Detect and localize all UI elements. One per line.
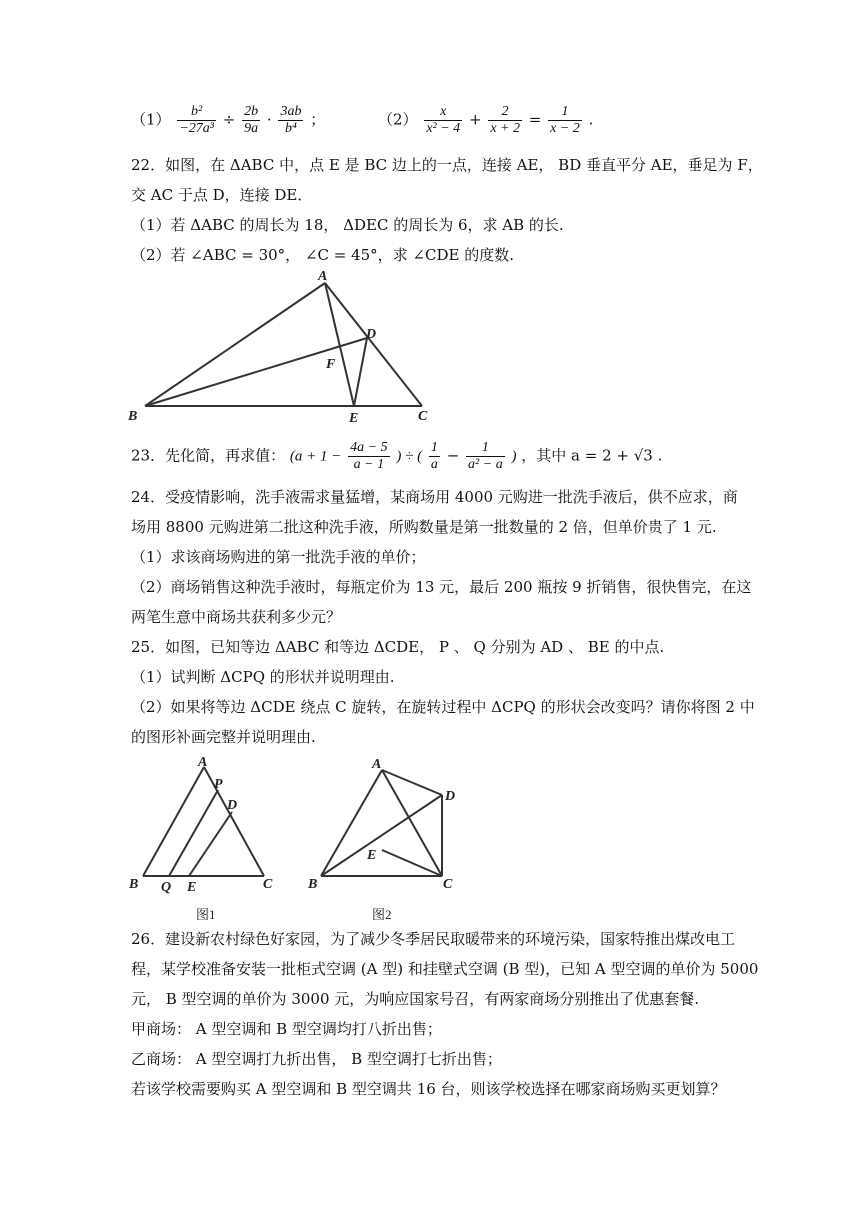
label-c: C bbox=[263, 877, 273, 892]
label-b: B bbox=[128, 409, 138, 424]
label-b: B bbox=[308, 877, 318, 892]
label-c: C bbox=[443, 877, 453, 892]
q26-line2: 程，某学校准备安装一批柜式空调 (A 型) 和挂壁式空调 (B 型)，已知 A 型空调的单价为 5000 bbox=[131, 960, 759, 978]
q25-part2b: 的图形补画完整并说明理由. bbox=[131, 728, 316, 746]
label-b: B bbox=[129, 877, 139, 892]
q26-line4: 甲商场： A 型空调和 B 型空调均打八折出售； bbox=[131, 1020, 442, 1038]
q25-figure-2 bbox=[300, 752, 470, 924]
q21-part1: （1） $\frac{\text{b²}}{\text{−27a³}}$ ÷ $\frac{2b}{9a}$ · $\frac{3ab}{\text{b⁴}}$ ； bbox=[131, 104, 326, 136]
q25-part2a: （2）如果将等边 ΔCDE 绕点 C 旋转，在旋转过程中 ΔCPQ 的形状会改变吗？请你将图 2 中 bbox=[131, 698, 755, 716]
q25-line1: 25．如图，已知等边 ΔABC 和等边 ΔCDE， P 、 Q 分别为 AD 、 BE 的中点. bbox=[131, 638, 665, 656]
q25-part1: （1）试判断 ΔCPQ 的形状并说明理由. bbox=[131, 668, 395, 686]
fraction: $\frac{4a - 5}{a - 1}$ bbox=[350, 440, 388, 472]
label-d: D bbox=[366, 327, 377, 342]
label-d: D bbox=[227, 798, 238, 813]
figure-caption: 图1 bbox=[196, 907, 216, 922]
fraction: $\frac{1}{\text{a² − a}}$ bbox=[468, 440, 503, 472]
segment-de bbox=[354, 338, 367, 406]
fraction: $\frac{3ab}{\text{b⁴}}$ bbox=[280, 104, 302, 136]
q24-line2: 场用 8800 元购进第二批这种洗手液，所购数量是第一批数量的 2 倍，但单价贵了 1 元. bbox=[131, 518, 717, 536]
q22-line1: 22．如图，在 ΔABC 中，点 E 是 BC 边上的一点，连接 AE， BD 垂直平分 AE，垂足为 F， bbox=[131, 156, 763, 174]
q22-part2: （2）若 ∠ABC = 30°， ∠C = 45°，求 ∠CDE 的度数. bbox=[131, 246, 515, 264]
label-c: C bbox=[418, 409, 428, 424]
side-ab bbox=[145, 283, 325, 406]
label-f: F bbox=[326, 357, 336, 372]
fraction: $\frac{\text{b²}}{\text{−27a³}}$ bbox=[179, 104, 214, 136]
label-p: P bbox=[214, 777, 223, 792]
label-e: E bbox=[349, 411, 359, 426]
q26-line1: 26．建设新农村绿色好家园，为了减少冬季居民取暖带来的环境污染，国家特推出煤改电工 bbox=[131, 930, 736, 948]
label-e: E bbox=[187, 880, 197, 895]
q25-figure-1 bbox=[126, 752, 286, 924]
q26-line3: 元， B 型空调的单价为 3000 元，为响应国家号召，有两家商场分别推出了优惠套餐. bbox=[131, 990, 700, 1008]
label-q: Q bbox=[161, 880, 172, 895]
q23: 23．先化简，再求值： (a + 1 − $\frac{4a - 5}{a - 1}$ ) ÷ ( $\frac{1}{a}$ − $\frac{1}{\text{a² − a}}$ ) ，其中 a = 2 + √3 . bbox=[131, 440, 663, 472]
q24-line1: 24．受疫情影响，洗手液需求量猛增，某商场用 4000 元购进一批洗手液后，供不应求，商 bbox=[131, 488, 738, 506]
q24-part2a: （2）商场销售这种洗手液时，每瓶定价为 13 元，最后 200 瓶按 9 折销售，很快售完，在这 bbox=[131, 578, 752, 596]
fraction: $\frac{2b}{9a}$ bbox=[244, 104, 259, 136]
q24-part2b: 两笔生意中商场共获利多少元？ bbox=[131, 608, 342, 626]
q22-part1: （1）若 ΔABC 的周长为 18， ΔDEC 的周长为 6，求 AB 的长. bbox=[131, 216, 564, 234]
q26-line5: 乙商场： A 型空调打九折出售， B 型空调打七折出售； bbox=[131, 1050, 502, 1068]
label-e: E bbox=[367, 848, 377, 863]
figure-caption: 图2 bbox=[372, 907, 392, 922]
label-d: D bbox=[445, 789, 456, 804]
q24-part1: （1）求该商场购进的第一批洗手液的单价； bbox=[131, 548, 426, 566]
label-a: A bbox=[372, 757, 382, 772]
q26-line6: 若该学校需要购买 A 型空调和 B 型空调共 16 台，则该学校选择在哪家商场购买更划算？ bbox=[131, 1080, 726, 1098]
segment-bd bbox=[145, 338, 367, 406]
fraction: $\frac{1}{a}$ bbox=[430, 440, 438, 472]
fraction: $\frac{1}{x - 2}$ bbox=[550, 104, 580, 136]
q22-triangle-figure bbox=[120, 268, 450, 428]
q22-line2: 交 AC 于点 D，连接 DE． bbox=[131, 186, 313, 204]
label-a: A bbox=[198, 755, 208, 770]
fraction: $\frac{2}{x + 2}$ bbox=[490, 104, 520, 136]
fraction: $\frac{x}{\text{x² − 4}}$ bbox=[426, 104, 461, 136]
q21-part2: （2） $\frac{x}{\text{x² − 4}}$ + $\frac{2}{x + 2}$ = $\frac{1}{x - 2}$ . bbox=[378, 104, 594, 136]
label-a: A bbox=[318, 269, 328, 284]
